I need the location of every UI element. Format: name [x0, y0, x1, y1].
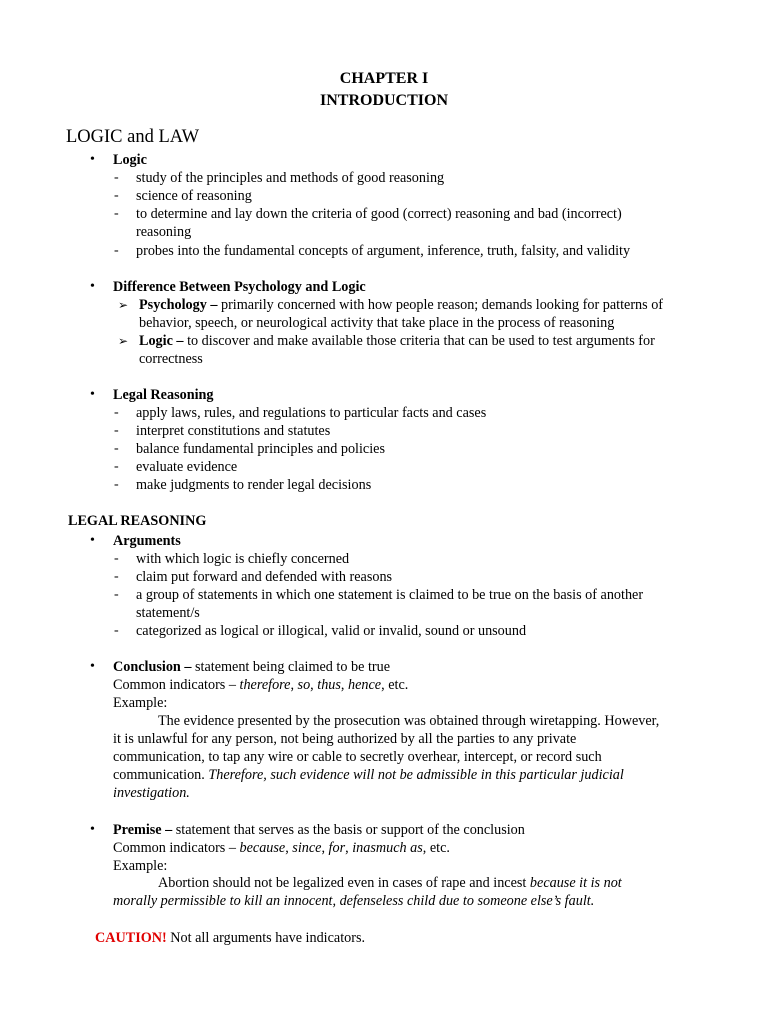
- indicator-word: for: [328, 840, 346, 856]
- dash-marker: -: [114, 170, 119, 185]
- dash-marker: -: [114, 206, 119, 221]
- dash-marker: -: [114, 477, 119, 492]
- logic-item: probes into the fundamental concepts of argument, inference, truth, falsity, and validity: [136, 243, 631, 259]
- difference-label: Difference Between Psychology and Logic: [113, 279, 366, 295]
- logic-term: Logic –: [139, 333, 184, 349]
- caution-text: Not all arguments have indicators.: [166, 930, 366, 946]
- logic-text: to discover and make available those criteria that can be used to test arguments for: [183, 333, 655, 349]
- separator: ,: [340, 677, 349, 693]
- conclusion-indicators: [113, 676, 408, 694]
- dash-marker: -: [114, 243, 119, 258]
- psychology-definition: [139, 296, 663, 314]
- dash-marker: -: [114, 441, 119, 456]
- legal-item: balance fundamental principles and policies: [136, 441, 385, 457]
- section-heading-logic-and-law: LOGIC and LAW: [66, 127, 200, 147]
- example-conclusion-italic: Therefore, such evidence will not be admissible in this particular judicial: [208, 767, 624, 783]
- arrow-bullet-icon: ➢: [118, 334, 129, 348]
- arguments-item: categorized as logical or illogical, valid or invalid, sound or unsound: [136, 623, 527, 639]
- dash-marker: -: [114, 405, 119, 420]
- indicator-word: since: [292, 840, 322, 856]
- bullet-icon: •: [90, 387, 95, 402]
- bullet-icon: •: [90, 659, 95, 674]
- dash-marker: -: [114, 569, 119, 584]
- caution-note: [95, 929, 365, 947]
- indicators-prefix: Common indicators –: [113, 840, 240, 856]
- arguments-item: a group of statements in which one statement is claimed to be true on the basis of another: [136, 587, 644, 603]
- dash-marker: -: [114, 188, 119, 203]
- logic-item: science of reasoning: [136, 188, 252, 204]
- dash-marker: -: [114, 423, 119, 438]
- example-text: it is unlawful for any person, not being authorized by all the parties to any private: [113, 731, 577, 747]
- example-conclusion-italic: investigation.: [113, 785, 190, 801]
- legal-reasoning-label: Legal Reasoning: [113, 387, 214, 403]
- example-premise-italic: because it is not: [529, 875, 622, 891]
- section-heading-legal-reasoning: LEGAL REASONING: [68, 513, 207, 529]
- indicator-word: therefore: [239, 677, 291, 693]
- dash-marker: -: [114, 551, 119, 566]
- indicator-word: inasmuch as: [352, 840, 423, 856]
- indicator-word: so: [297, 677, 311, 693]
- logic-item-continued: reasoning: [136, 224, 192, 240]
- legal-item: interpret constitutions and statutes: [136, 423, 331, 439]
- example-label: Example:: [113, 695, 168, 711]
- psychology-term: Psychology –: [139, 297, 218, 313]
- arguments-item: with which logic is chiefly concerned: [136, 551, 350, 567]
- separator: ,: [345, 840, 353, 856]
- arguments-item-continued: statement/s: [136, 605, 200, 621]
- psychology-text: primarily concerned with how people reason; demands looking for patterns of: [217, 297, 664, 313]
- chapter-title: INTRODUCTION: [319, 92, 448, 109]
- legal-item: apply laws, rules, and regulations to particular facts and cases: [136, 405, 487, 421]
- separator: ,: [285, 840, 293, 856]
- example-premise-italic: morally permissible to kill an innocent, defenseless child due to someone else’s fault.: [113, 893, 595, 909]
- indicator-word: because: [239, 840, 286, 856]
- separator: ,: [310, 677, 318, 693]
- legal-item: evaluate evidence: [136, 459, 238, 475]
- logic-definition: [139, 332, 655, 350]
- conclusion-term: Conclusion –: [113, 659, 192, 675]
- dash-marker: -: [114, 623, 119, 638]
- arguments-item: claim put forward and defended with reasons: [136, 569, 393, 585]
- etc-text: , etc.: [381, 677, 409, 693]
- premise-text: statement that serves as the basis or support of the conclusion: [172, 822, 525, 838]
- separator: ,: [321, 840, 329, 856]
- example-text: The evidence presented by the prosecution was obtained through wiretapping. However,: [158, 713, 660, 729]
- bullet-icon: •: [90, 533, 95, 548]
- psychology-definition-continued: behavior, speech, or neurological activity that take place in the process of reasoning: [139, 315, 615, 331]
- arrow-bullet-icon: ➢: [118, 298, 129, 312]
- legal-item: make judgments to render legal decisions: [136, 477, 372, 493]
- indicators-prefix: Common indicators –: [113, 677, 240, 693]
- logic-item: to determine and lay down the criteria of good (correct) reasoning and bad (incorrect): [136, 206, 622, 222]
- dash-marker: -: [114, 459, 119, 474]
- dash-marker: -: [114, 587, 119, 602]
- logic-item: study of the principles and methods of good reasoning: [136, 170, 445, 186]
- indicator-word: hence: [348, 677, 382, 693]
- example-text: communication, to tap any wire or cable to secretly overhear, intercept, or record such: [113, 749, 602, 765]
- arguments-label: Arguments: [113, 533, 181, 549]
- logic-label: Logic: [113, 152, 147, 168]
- bullet-icon: •: [90, 822, 95, 837]
- conclusion-definition: [113, 658, 390, 676]
- premise-term: Premise –: [113, 822, 173, 838]
- bullet-icon: •: [90, 279, 95, 294]
- separator: ,: [290, 677, 298, 693]
- example-text: [113, 766, 624, 784]
- premise-indicators: [113, 839, 450, 857]
- caution-label: CAUTION!: [95, 930, 167, 946]
- premise-definition: [113, 821, 525, 839]
- example-text: [158, 874, 622, 892]
- example-plain: Abortion should not be legalized even in cases of rape and incest: [158, 875, 530, 891]
- chapter-number: CHAPTER I: [339, 70, 429, 87]
- indicator-word: thus: [317, 677, 341, 693]
- etc-text: , etc.: [422, 840, 450, 856]
- conclusion-text: statement being claimed to be true: [191, 659, 391, 675]
- logic-definition-continued: correctness: [139, 351, 203, 367]
- bullet-icon: •: [90, 152, 95, 167]
- example-label: Example:: [113, 858, 168, 874]
- example-plain: communication.: [113, 767, 209, 783]
